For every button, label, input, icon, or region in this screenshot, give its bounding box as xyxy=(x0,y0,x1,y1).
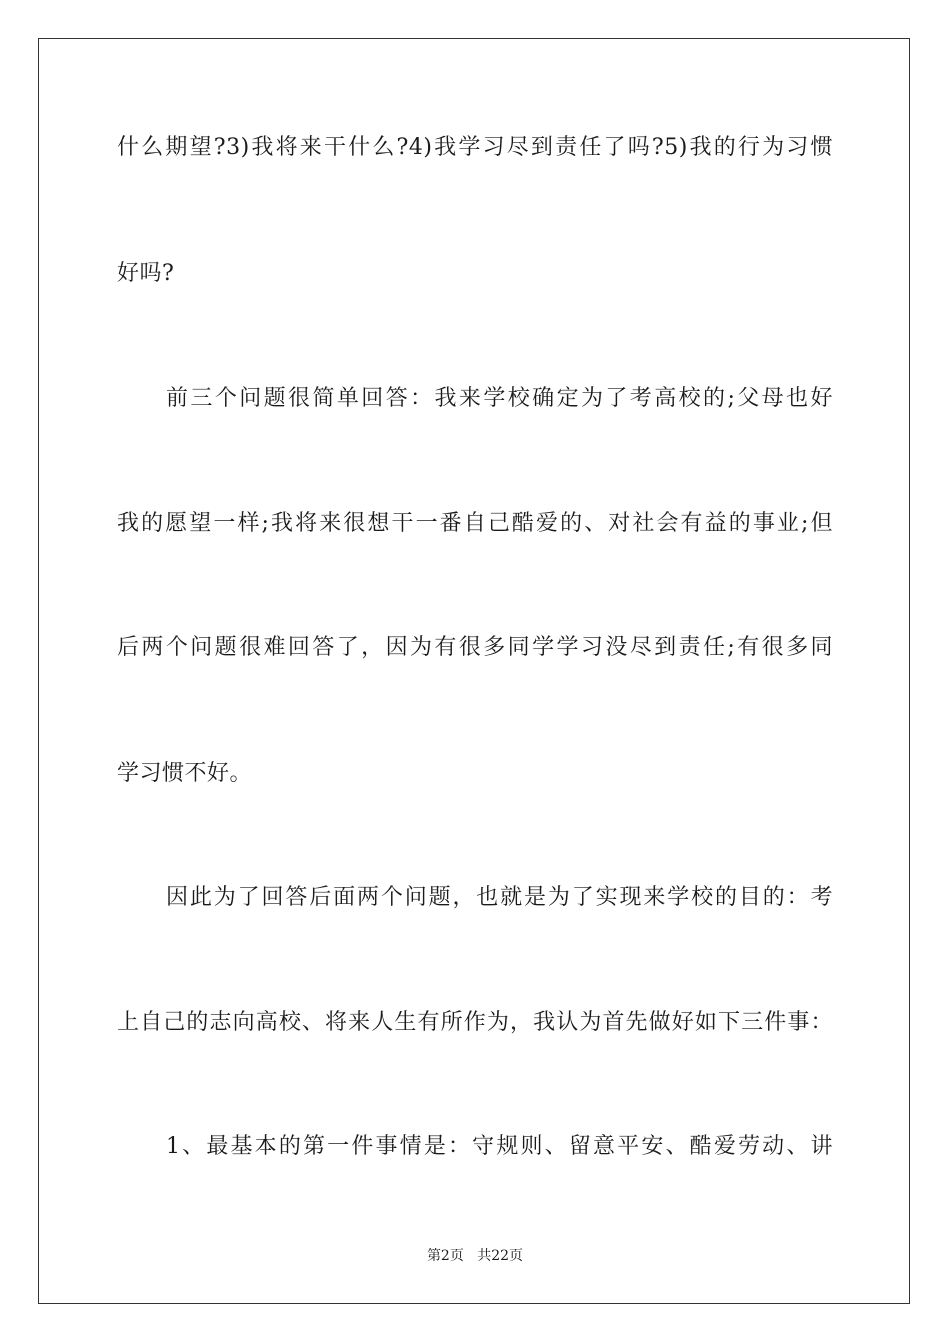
text-line: 因此为了回答后面两个问题，也就是为了实现来学校的目的：考 xyxy=(166,885,833,910)
text-line: 什么期望?3)我将来干什么?4)我学习尽到责任了吗?5)我的行为习惯 xyxy=(117,135,833,160)
text-line: 上自己的志向高校、将来人生有所作为，我认为首先做好如下三件事： xyxy=(117,1010,833,1035)
text-line: 后两个问题很难回答了，因为有很多同学学习没尽到责任;有很多同 xyxy=(117,635,833,660)
text-line: 1、最基本的第一件事情是：守规则、留意平安、酷爱劳动、讲 xyxy=(166,1134,833,1159)
page-footer xyxy=(0,1247,950,1265)
page-total: 共22页 xyxy=(477,1248,524,1264)
text-line: 前三个问题很简单回答：我来学校确定为了考高校的;父母也好 xyxy=(166,386,833,411)
page-number: 第2页 xyxy=(426,1248,464,1264)
text-line: 学习惯不好。 xyxy=(117,761,253,786)
page-border xyxy=(38,38,910,1304)
text-line: 我的愿望一样;我将来很想干一番自己酷爱的、对社会有益的事业;但 xyxy=(117,511,833,536)
text-line: 好吗? xyxy=(117,261,175,286)
